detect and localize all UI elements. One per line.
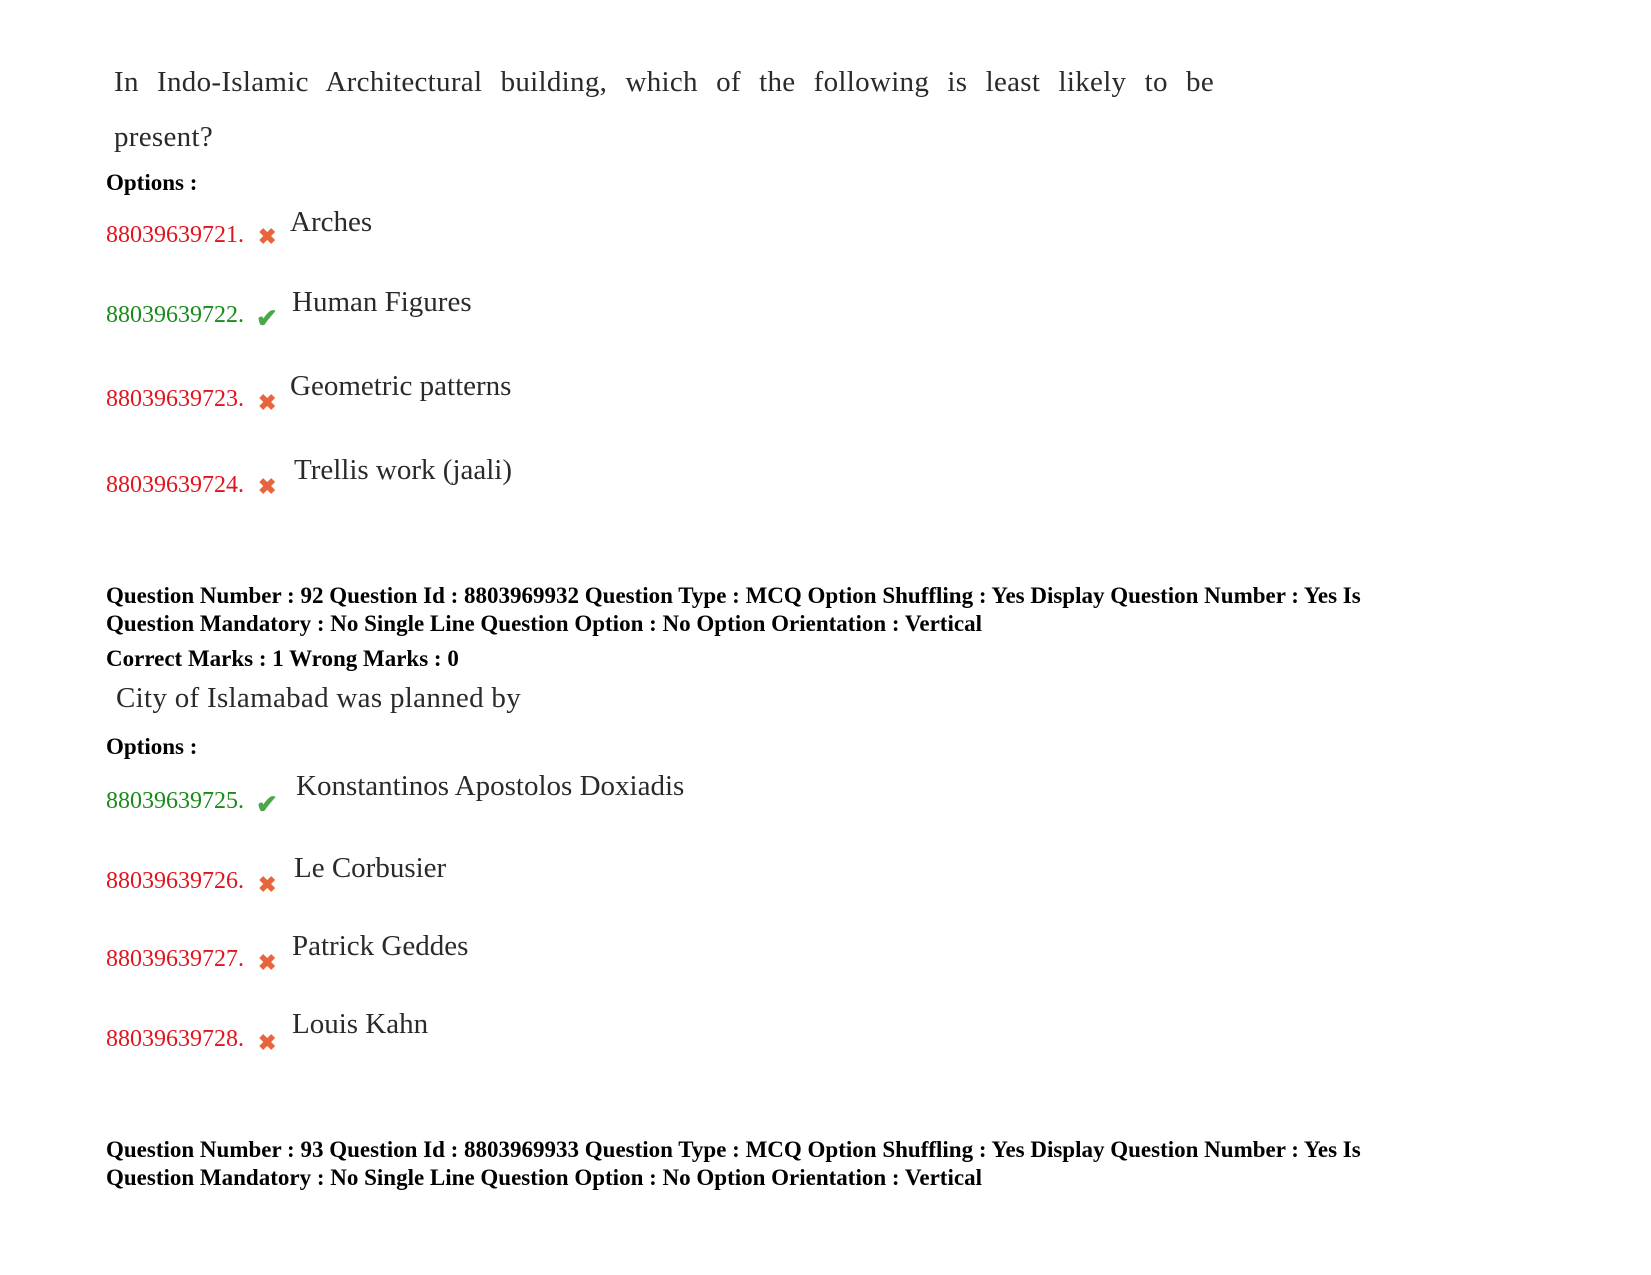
question-meta-line: Question Number : 92 Question Id : 8803969932 Question Type : MCQ Option Shuffling : Yes Display Question Number : Yes Is [106, 583, 1361, 608]
cross-icon: ✖ [258, 224, 277, 249]
question-text: In Indo-Islamic Architectural building, which of the following is least likely to be [114, 66, 1214, 98]
option-text: Le Corbusier [294, 852, 447, 884]
cross-icon: ✖ [258, 1030, 277, 1055]
option-id: 88039639727. [106, 946, 244, 972]
option-text: Konstantinos Apostolos Doxiadis [296, 770, 685, 802]
option-text: Louis Kahn [292, 1008, 429, 1040]
question-meta-line: Question Mandatory : No Single Line Question Option : No Option Orientation : Vertical [106, 1165, 982, 1190]
option-text: Trellis work (jaali) [294, 454, 513, 486]
option-text: Arches [290, 206, 373, 238]
cross-icon: ✖ [258, 950, 277, 975]
option-id: 88039639725. [106, 788, 244, 814]
option-id: 88039639723. [106, 386, 244, 412]
question-meta-line: Question Number : 93 Question Id : 8803969933 Question Type : MCQ Option Shuffling : Yes Display Question Number : Yes Is [106, 1137, 1361, 1162]
option-id: 88039639722. [106, 302, 244, 328]
question-text: City of Islamabad was planned by [116, 682, 522, 714]
cross-icon: ✖ [258, 872, 277, 897]
options-label: Options : [106, 170, 198, 195]
option-id: 88039639724. [106, 472, 244, 498]
option-id: 88039639721. [106, 222, 244, 248]
question-text-continued: present? [114, 121, 214, 153]
option-id: 88039639726. [106, 868, 244, 894]
options-label: Options : [106, 734, 198, 759]
marks-info: Correct Marks : 1 Wrong Marks : 0 [106, 646, 459, 671]
option-text: Geometric patterns [290, 370, 512, 402]
option-text: Patrick Geddes [292, 930, 469, 962]
cross-icon: ✖ [258, 390, 277, 415]
question-meta [106, 582, 1506, 638]
cross-icon: ✖ [258, 474, 277, 499]
check-icon: ✔ [256, 304, 278, 333]
option-text: Human Figures [292, 286, 472, 318]
option-id: 88039639728. [106, 1026, 244, 1052]
question-meta-line: Question Mandatory : No Single Line Question Option : No Option Orientation : Vertical [106, 611, 982, 636]
question-meta [106, 1136, 1506, 1192]
check-icon: ✔ [256, 790, 278, 819]
